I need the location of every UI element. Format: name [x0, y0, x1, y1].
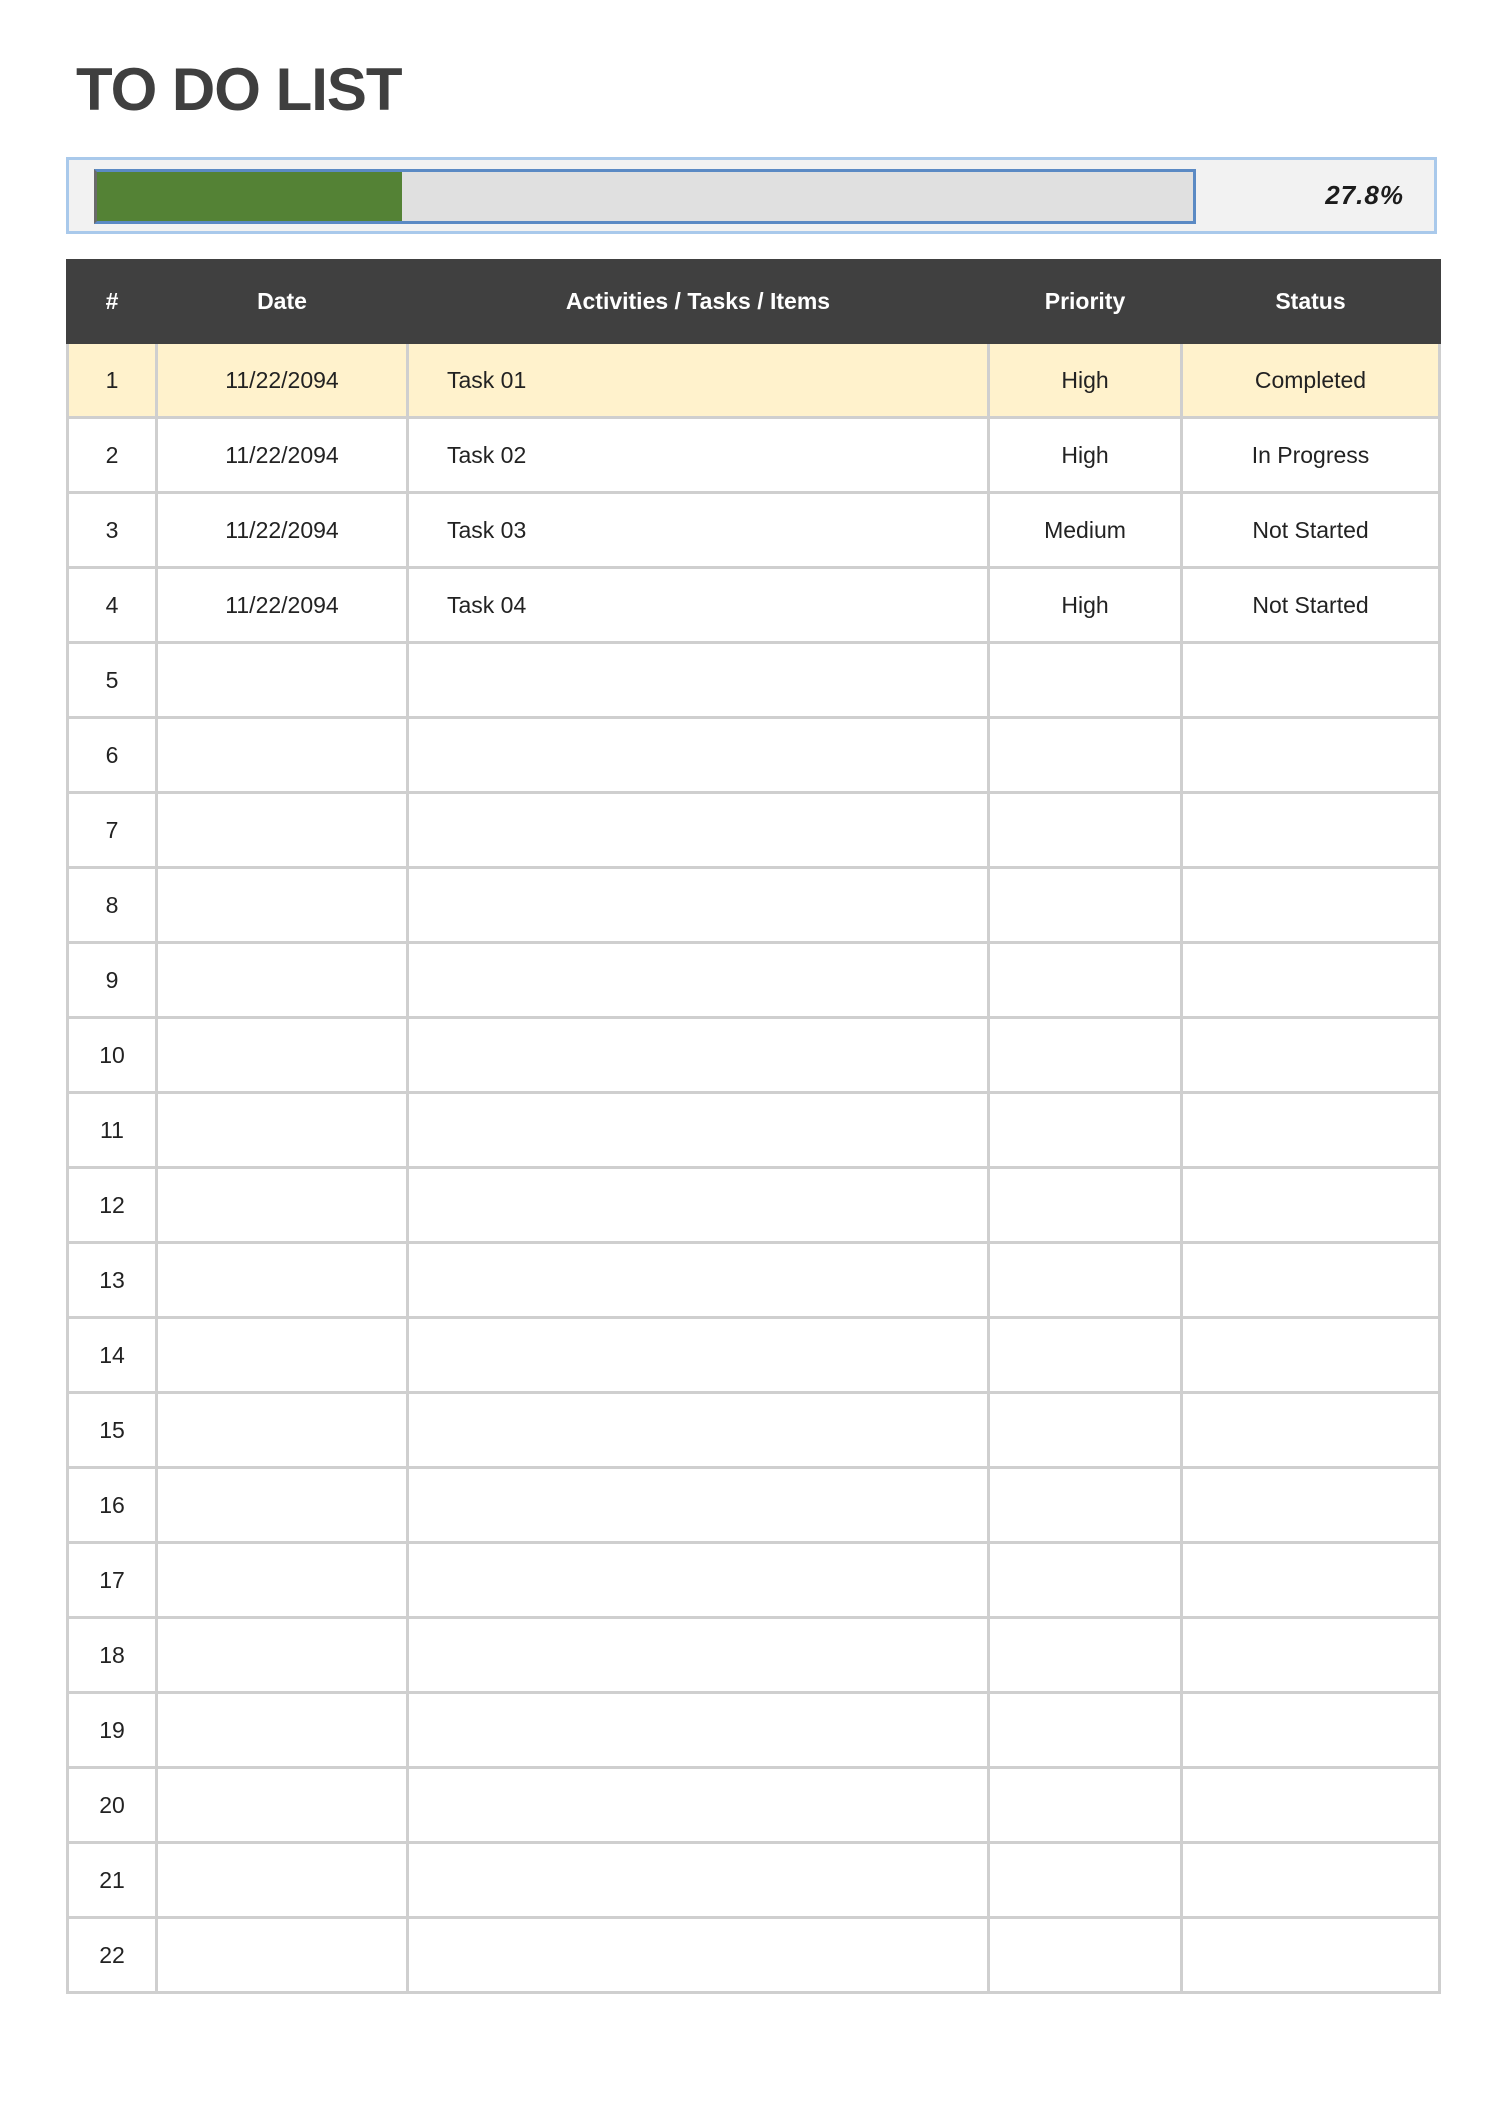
row-number-cell[interactable]: 10 — [68, 1018, 157, 1093]
column-header-task: Activities / Tasks / Items — [408, 261, 989, 343]
row-number-cell[interactable]: 9 — [68, 943, 157, 1018]
status-cell[interactable] — [1182, 1543, 1440, 1618]
priority-cell[interactable] — [989, 943, 1182, 1018]
date-cell[interactable] — [157, 1168, 408, 1243]
status-cell[interactable] — [1182, 1018, 1440, 1093]
priority-cell[interactable]: Medium — [989, 493, 1182, 568]
priority-cell[interactable] — [989, 1843, 1182, 1918]
table-row — [68, 1468, 1440, 1543]
table-row — [68, 1768, 1440, 1843]
table-row — [68, 793, 1440, 868]
column-header-status: Status — [1182, 261, 1440, 343]
row-number-cell[interactable]: 20 — [68, 1768, 157, 1843]
priority-cell[interactable] — [989, 1543, 1182, 1618]
status-cell[interactable] — [1182, 1393, 1440, 1468]
status-cell[interactable] — [1182, 718, 1440, 793]
priority-cell[interactable]: High — [989, 568, 1182, 643]
row-number-cell[interactable]: 18 — [68, 1618, 157, 1693]
status-cell[interactable]: In Progress — [1182, 418, 1440, 493]
progress-panel — [66, 157, 1437, 234]
priority-cell[interactable] — [989, 1093, 1182, 1168]
status-cell[interactable]: Not Started — [1182, 568, 1440, 643]
date-cell[interactable]: 11/22/2094 — [157, 493, 408, 568]
row-number-cell[interactable]: 4 — [68, 568, 157, 643]
table-row — [68, 943, 1440, 1018]
priority-cell[interactable] — [989, 1393, 1182, 1468]
todo-table — [66, 259, 1441, 1994]
task-cell[interactable]: Task 04 — [408, 568, 989, 643]
date-cell[interactable] — [157, 1093, 408, 1168]
priority-cell[interactable] — [989, 1468, 1182, 1543]
row-number-cell[interactable]: 17 — [68, 1543, 157, 1618]
date-cell[interactable] — [157, 1018, 408, 1093]
date-cell[interactable] — [157, 1468, 408, 1543]
priority-cell[interactable] — [989, 1918, 1182, 1993]
date-cell[interactable] — [157, 868, 408, 943]
progress-bar — [94, 169, 1196, 224]
date-cell[interactable] — [157, 1318, 408, 1393]
table-row — [68, 343, 1440, 418]
table-row — [68, 1243, 1440, 1318]
task-cell[interactable] — [408, 643, 989, 718]
priority-cell[interactable] — [989, 1618, 1182, 1693]
date-cell[interactable] — [157, 1843, 408, 1918]
task-cell[interactable] — [408, 868, 989, 943]
row-number-cell[interactable]: 19 — [68, 1693, 157, 1768]
table-row — [68, 1093, 1440, 1168]
status-cell[interactable] — [1182, 1093, 1440, 1168]
table-row — [68, 868, 1440, 943]
row-number-cell[interactable]: 22 — [68, 1918, 157, 1993]
date-cell[interactable] — [157, 718, 408, 793]
status-cell[interactable] — [1182, 793, 1440, 868]
task-cell[interactable] — [408, 943, 989, 1018]
priority-cell[interactable] — [989, 793, 1182, 868]
status-cell[interactable] — [1182, 943, 1440, 1018]
row-number-cell[interactable]: 1 — [68, 343, 157, 418]
table-row — [68, 718, 1440, 793]
task-cell[interactable] — [408, 718, 989, 793]
row-number-cell[interactable]: 14 — [68, 1318, 157, 1393]
table-row — [68, 1018, 1440, 1093]
table-row — [68, 568, 1440, 643]
status-cell[interactable] — [1182, 643, 1440, 718]
status-cell[interactable] — [1182, 1318, 1440, 1393]
row-number-cell[interactable]: 11 — [68, 1093, 157, 1168]
table-row — [68, 418, 1440, 493]
row-number-cell[interactable]: 13 — [68, 1243, 157, 1318]
date-cell[interactable] — [157, 1768, 408, 1843]
status-cell[interactable] — [1182, 868, 1440, 943]
status-cell[interactable]: Not Started — [1182, 493, 1440, 568]
table-row — [68, 1543, 1440, 1618]
task-cell[interactable]: Task 01 — [408, 343, 989, 418]
task-cell[interactable] — [408, 1243, 989, 1318]
table-row — [68, 1168, 1440, 1243]
table-row — [68, 1318, 1440, 1393]
table-row — [68, 1618, 1440, 1693]
priority-cell[interactable]: High — [989, 418, 1182, 493]
task-cell[interactable] — [408, 1093, 989, 1168]
priority-cell[interactable]: High — [989, 343, 1182, 418]
table-row — [68, 1918, 1440, 1993]
date-cell[interactable] — [157, 1618, 408, 1693]
row-number-cell[interactable]: 2 — [68, 418, 157, 493]
task-cell[interactable] — [408, 1393, 989, 1468]
status-cell[interactable] — [1182, 1168, 1440, 1243]
task-cell[interactable] — [408, 1543, 989, 1618]
page-title: TO DO LIST — [76, 56, 402, 123]
status-cell[interactable] — [1182, 1243, 1440, 1318]
task-cell[interactable] — [408, 1768, 989, 1843]
status-cell[interactable] — [1182, 1768, 1440, 1843]
date-cell[interactable] — [157, 793, 408, 868]
date-cell[interactable] — [157, 1693, 408, 1768]
column-header-priority: Priority — [989, 261, 1182, 343]
status-cell[interactable] — [1182, 1468, 1440, 1543]
row-number-cell[interactable]: 21 — [68, 1843, 157, 1918]
task-cell[interactable] — [408, 1468, 989, 1543]
task-cell[interactable] — [408, 1693, 989, 1768]
row-number-cell[interactable]: 16 — [68, 1468, 157, 1543]
date-cell[interactable]: 11/22/2094 — [157, 568, 408, 643]
table-row — [68, 1843, 1440, 1918]
priority-cell[interactable] — [989, 718, 1182, 793]
row-number-cell[interactable]: 8 — [68, 868, 157, 943]
status-cell[interactable]: Completed — [1182, 343, 1440, 418]
progress-percentage: 27.8% — [1325, 180, 1404, 210]
priority-cell[interactable] — [989, 1243, 1182, 1318]
status-cell[interactable] — [1182, 1618, 1440, 1693]
table-row — [68, 1393, 1440, 1468]
status-cell[interactable] — [1182, 1843, 1440, 1918]
row-number-cell[interactable]: 7 — [68, 793, 157, 868]
date-cell[interactable] — [157, 1918, 408, 1993]
date-cell[interactable] — [157, 943, 408, 1018]
column-header-number: # — [68, 261, 157, 343]
task-cell[interactable] — [408, 1168, 989, 1243]
task-cell[interactable] — [408, 793, 989, 868]
task-cell[interactable] — [408, 1018, 989, 1093]
priority-cell[interactable] — [989, 643, 1182, 718]
table-row — [68, 493, 1440, 568]
task-cell[interactable] — [408, 1843, 989, 1918]
row-number-cell[interactable]: 3 — [68, 493, 157, 568]
table-header-row — [68, 261, 1440, 343]
status-cell[interactable] — [1182, 1693, 1440, 1768]
date-cell[interactable] — [157, 1243, 408, 1318]
date-cell[interactable] — [157, 1543, 408, 1618]
task-cell[interactable]: Task 02 — [408, 418, 989, 493]
row-number-cell[interactable]: 6 — [68, 718, 157, 793]
priority-cell[interactable] — [989, 1318, 1182, 1393]
date-cell[interactable] — [157, 1393, 408, 1468]
priority-cell[interactable] — [989, 1768, 1182, 1843]
priority-cell[interactable] — [989, 1018, 1182, 1093]
progress-bar-fill — [97, 172, 402, 221]
date-cell[interactable]: 11/22/2094 — [157, 343, 408, 418]
date-cell[interactable] — [157, 643, 408, 718]
task-cell[interactable]: Task 03 — [408, 493, 989, 568]
priority-cell[interactable] — [989, 868, 1182, 943]
table-row — [68, 643, 1440, 718]
task-cell[interactable] — [408, 1618, 989, 1693]
row-number-cell[interactable]: 5 — [68, 643, 157, 718]
row-number-cell[interactable]: 15 — [68, 1393, 157, 1468]
date-cell[interactable]: 11/22/2094 — [157, 418, 408, 493]
table-row — [68, 1693, 1440, 1768]
priority-cell[interactable] — [989, 1168, 1182, 1243]
row-number-cell[interactable]: 12 — [68, 1168, 157, 1243]
task-cell[interactable] — [408, 1918, 989, 1993]
status-cell[interactable] — [1182, 1918, 1440, 1993]
task-cell[interactable] — [408, 1318, 989, 1393]
priority-cell[interactable] — [989, 1693, 1182, 1768]
column-header-date: Date — [157, 261, 408, 343]
